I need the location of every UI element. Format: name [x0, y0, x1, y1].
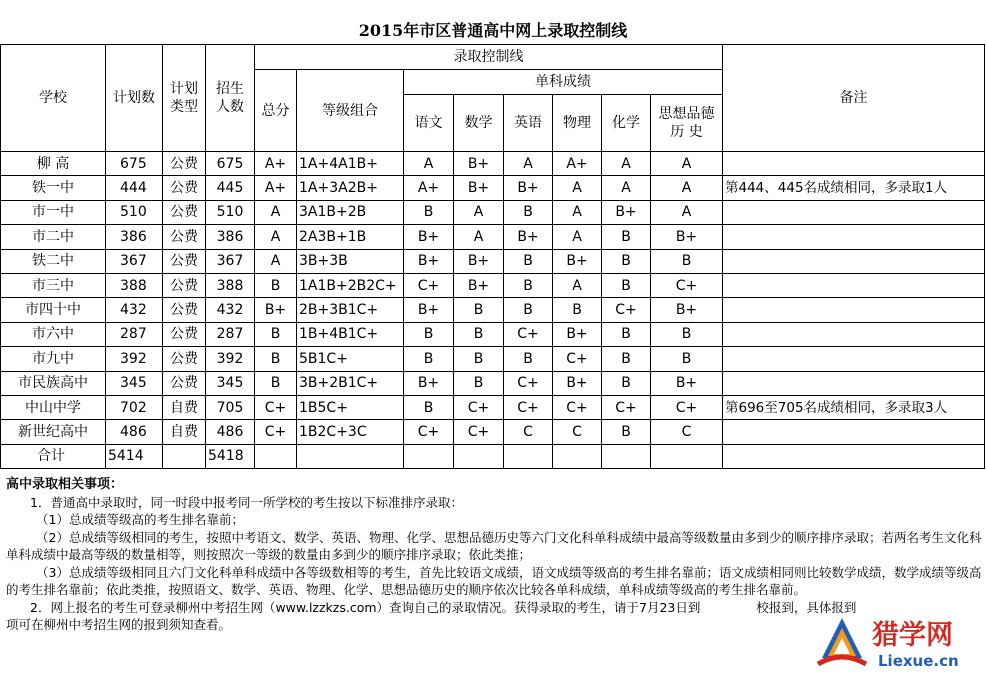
cell-plan: 345	[106, 371, 163, 395]
site-logo	[806, 610, 986, 676]
cell-total-grade: B+	[255, 298, 297, 322]
header-plan-type: 计划类型	[163, 45, 206, 152]
total-label: 合计	[1, 444, 106, 468]
cell-grade-english: C	[504, 420, 553, 444]
cell-remark: 第696至705名成绩相同，多录取3人	[723, 395, 985, 419]
cell-enroll: 486	[206, 420, 255, 444]
cell-enroll: 675	[206, 152, 255, 176]
cell-plan-type: 公费	[163, 298, 206, 322]
cell-total-grade: A+	[255, 152, 297, 176]
table-row	[1, 249, 985, 273]
cell-grade-english: B+	[504, 176, 553, 200]
cell-grade-combo: 1B5C+	[297, 395, 404, 419]
cell-grade-math: B	[454, 322, 504, 346]
note-1b: （2）总成绩等级相同的考生，按照中考语文、数学、英语、物理、化学、思想品德历史等六门文化科单科成绩中最高等级数量由多到少的顺序排序录取；若两名考生文化科单科成绩中最高等级的数量相等，则按照次一等级的数量由多到少的顺序排序录取；依此类推；	[6, 529, 982, 562]
total-cell-empty	[454, 444, 504, 468]
cell-school: 市九中	[1, 347, 106, 371]
cell-grade-moral-history: C+	[651, 273, 723, 297]
cell-grade-physics: A+	[553, 152, 602, 176]
table-row	[1, 322, 985, 346]
cell-enroll: 388	[206, 273, 255, 297]
cell-enroll: 432	[206, 298, 255, 322]
logo-cn: 猎学网	[872, 620, 953, 651]
cell-school: 铁二中	[1, 249, 106, 273]
cell-grade-math: A	[454, 225, 504, 249]
cell-grade-physics: B+	[553, 371, 602, 395]
cell-total-grade: A+	[255, 176, 297, 200]
cell-remark	[723, 347, 985, 371]
cell-grade-chemistry: B	[602, 347, 651, 371]
cell-grade-combo: 1A+4A1B+	[297, 152, 404, 176]
cell-grade-moral-history: B	[651, 322, 723, 346]
cell-grade-chemistry: B	[602, 249, 651, 273]
header-plan: 计划数	[106, 45, 163, 152]
cell-grade-moral-history: B+	[651, 298, 723, 322]
cell-grade-chinese: B+	[404, 225, 454, 249]
total-cell-empty	[651, 444, 723, 468]
cell-grade-physics: C+	[553, 347, 602, 371]
cell-plan: 392	[106, 347, 163, 371]
cell-remark	[723, 249, 985, 273]
table-row	[1, 273, 985, 297]
cell-grade-combo: 2A3B+1B	[297, 225, 404, 249]
cell-plan-type: 自费	[163, 395, 206, 419]
cell-grade-math: C+	[454, 420, 504, 444]
cell-grade-math: B	[454, 371, 504, 395]
cell-grade-chinese: C+	[404, 273, 454, 297]
cell-enroll: 345	[206, 371, 255, 395]
cell-grade-math: B+	[454, 176, 504, 200]
cell-grade-combo: 1B2C+3C	[297, 420, 404, 444]
cell-remark	[723, 298, 985, 322]
table-row	[1, 395, 985, 419]
cell-total-grade: A	[255, 225, 297, 249]
total-plan: 5414	[106, 444, 163, 468]
cell-grade-physics: C+	[553, 395, 602, 419]
liexue-logo-icon	[806, 610, 986, 676]
cell-enroll: 287	[206, 322, 255, 346]
cell-plan: 486	[106, 420, 163, 444]
note-2-text: 2．网上报名的考生可登录柳州中考招生网（www.lzzkzs.com）查询自己的录取情况。获得录取的考生，请于7月23日到	[30, 599, 701, 615]
cell-grade-chinese: B+	[404, 249, 454, 273]
cell-enroll: 392	[206, 347, 255, 371]
cell-grade-chemistry: B	[602, 225, 651, 249]
cell-grade-chemistry: A	[602, 152, 651, 176]
cell-plan: 702	[106, 395, 163, 419]
cell-grade-english: A	[504, 152, 553, 176]
cell-plan-type: 公费	[163, 176, 206, 200]
cell-enroll: 386	[206, 225, 255, 249]
cell-grade-math: B	[454, 347, 504, 371]
total-cell-empty	[504, 444, 553, 468]
note-1a: （1）总成绩等级高的考生排名靠前；	[36, 512, 244, 527]
cell-school: 市一中	[1, 200, 106, 224]
cell-school: 市六中	[1, 322, 106, 346]
cell-remark	[723, 371, 985, 395]
cell-grade-chinese: B+	[404, 371, 454, 395]
cell-enroll: 445	[206, 176, 255, 200]
cell-plan-type: 公费	[163, 249, 206, 273]
cell-remark	[723, 225, 985, 249]
cell-plan: 444	[106, 176, 163, 200]
cell-total-grade: B	[255, 371, 297, 395]
cell-grade-english: B	[504, 273, 553, 297]
header-control-line: 录取控制线	[255, 45, 723, 70]
table-row	[1, 152, 985, 176]
total-cell-empty	[602, 444, 651, 468]
total-cell-empty	[723, 444, 985, 468]
table-row	[1, 420, 985, 444]
total-enroll: 5418	[206, 444, 255, 468]
cell-grade-math: A	[454, 200, 504, 224]
cell-grade-chinese: C+	[404, 420, 454, 444]
cell-grade-chinese: A	[404, 152, 454, 176]
table-row	[1, 200, 985, 224]
cell-total-grade: B	[255, 322, 297, 346]
cell-plan: 510	[106, 200, 163, 224]
cell-total-grade: C+	[255, 395, 297, 419]
cell-grade-moral-history: B+	[651, 371, 723, 395]
cell-total-grade: A	[255, 249, 297, 273]
cell-grade-physics: B	[553, 298, 602, 322]
page-title: 2015年市区普通高中网上录取控制线	[358, 21, 628, 40]
table-row	[1, 347, 985, 371]
total-cell-empty	[255, 444, 297, 468]
cell-plan-type: 公费	[163, 225, 206, 249]
cell-school: 市民族高中	[1, 371, 106, 395]
cell-grade-math: C+	[454, 395, 504, 419]
cell-grade-combo: 2B+3B1C+	[297, 298, 404, 322]
cell-grade-combo: 3A1B+2B	[297, 200, 404, 224]
cell-grade-chemistry: B	[602, 420, 651, 444]
table-row	[1, 298, 985, 322]
cell-grade-moral-history: A	[651, 152, 723, 176]
cell-total-grade: C+	[255, 420, 297, 444]
cell-remark	[723, 322, 985, 346]
cell-grade-chemistry: B	[602, 273, 651, 297]
cell-grade-moral-history: B+	[651, 225, 723, 249]
cell-plan: 367	[106, 249, 163, 273]
cell-grade-moral-history: A	[651, 176, 723, 200]
cell-plan: 432	[106, 298, 163, 322]
cell-remark	[723, 200, 985, 224]
cell-plan-type: 公费	[163, 200, 206, 224]
cell-total-grade: B	[255, 273, 297, 297]
logo-en: Liexue.cn	[878, 652, 959, 670]
cell-grade-chinese: A+	[404, 176, 454, 200]
cell-school: 中山中学	[1, 395, 106, 419]
cell-plan-type: 公费	[163, 152, 206, 176]
header-grade-combo: 等级组合	[297, 70, 404, 152]
note-1: 1．普通高中录取时，同一时段中报考同一所学校的考生按以下标准排序录取：	[30, 494, 463, 510]
cell-plan: 287	[106, 322, 163, 346]
cell-school: 市三中	[1, 273, 106, 297]
cell-grade-english: B	[504, 200, 553, 224]
cell-grade-chemistry: B	[602, 322, 651, 346]
table-row	[1, 176, 985, 200]
total-cell-empty	[163, 444, 206, 468]
total-cell-empty	[297, 444, 404, 468]
cell-grade-english: C+	[504, 371, 553, 395]
header-enroll: 招生人数	[206, 45, 255, 152]
cell-remark: 第444、445名成绩相同，多录取1人	[723, 176, 985, 200]
header-remark: 备注	[723, 45, 985, 152]
cell-grade-math: B+	[454, 273, 504, 297]
cell-enroll: 510	[206, 200, 255, 224]
total-row	[1, 444, 985, 468]
cell-grade-chemistry: C+	[602, 298, 651, 322]
cell-grade-physics: B+	[553, 322, 602, 346]
admission-table	[0, 44, 985, 469]
cell-total-grade: B	[255, 347, 297, 371]
table-row	[1, 371, 985, 395]
cell-grade-physics: C	[553, 420, 602, 444]
cell-grade-english: B+	[504, 225, 553, 249]
header-school: 学校	[1, 45, 106, 152]
header-subject-chinese: 语文	[404, 95, 454, 152]
cell-school: 铁一中	[1, 176, 106, 200]
cell-grade-moral-history: C	[651, 420, 723, 444]
cell-grade-chinese: B+	[404, 298, 454, 322]
cell-school: 柳 高	[1, 152, 106, 176]
cell-grade-chinese: B	[404, 322, 454, 346]
cell-grade-chinese: B	[404, 395, 454, 419]
cell-grade-physics: B+	[553, 249, 602, 273]
cell-plan: 386	[106, 225, 163, 249]
cell-grade-moral-history: A	[651, 200, 723, 224]
header-single-subject: 单科成绩	[404, 70, 723, 95]
note-1c: （3）总成绩等级相同且六门文化科单科成绩中各等级数相等的考生，首先比较语文成绩，语文成绩等级高的考生排名靠前；语文成绩相同则比较数学成绩，数学成绩等级高的考生排名靠前；依此类推，按照语文、数学、英语、物理、化学、思想品德历史的顺序依次比较各单科成绩，单科成绩等级高的考生排名靠前。	[6, 564, 982, 597]
header-subject-english: 英语	[504, 95, 553, 152]
cell-grade-chemistry: C+	[602, 395, 651, 419]
cell-grade-english: B	[504, 249, 553, 273]
cell-plan-type: 公费	[163, 347, 206, 371]
cell-grade-chemistry: B+	[602, 200, 651, 224]
cell-plan-type: 公费	[163, 371, 206, 395]
note-2-tail: 校报到，具体报到	[756, 599, 857, 615]
cell-remark	[723, 152, 985, 176]
cell-grade-english: B	[504, 298, 553, 322]
cell-grade-chemistry: A	[602, 176, 651, 200]
cell-grade-chinese: B	[404, 347, 454, 371]
cell-grade-chinese: B	[404, 200, 454, 224]
cell-remark	[723, 273, 985, 297]
cell-grade-combo: 1A1B+2B2C+	[297, 273, 404, 297]
cell-grade-chemistry: B	[602, 371, 651, 395]
total-cell-empty	[404, 444, 454, 468]
total-cell-empty	[553, 444, 602, 468]
cell-grade-math: B+	[454, 249, 504, 273]
cell-grade-physics: A	[553, 176, 602, 200]
cell-grade-moral-history: B	[651, 347, 723, 371]
cell-plan: 675	[106, 152, 163, 176]
cell-school: 新世纪高中	[1, 420, 106, 444]
cell-grade-english: C+	[504, 395, 553, 419]
cell-grade-english: C+	[504, 322, 553, 346]
cell-grade-moral-history: B	[651, 249, 723, 273]
cell-grade-physics: A	[553, 225, 602, 249]
header-subject-moral-history: 思想品德历 史	[651, 95, 723, 152]
cell-school: 市四十中	[1, 298, 106, 322]
header-subject-chemistry: 化学	[602, 95, 651, 152]
note-2b: 项可在柳州中考招生网的报到须知查看。	[6, 617, 232, 632]
cell-grade-combo: 1B+4B1C+	[297, 322, 404, 346]
cell-plan-type: 公费	[163, 273, 206, 297]
cell-plan: 388	[106, 273, 163, 297]
header-total: 总分	[255, 70, 297, 152]
cell-grade-moral-history: C+	[651, 395, 723, 419]
table-row	[1, 225, 985, 249]
cell-grade-physics: A	[553, 200, 602, 224]
cell-grade-combo: 5B1C+	[297, 347, 404, 371]
cell-grade-combo: 3B+2B1C+	[297, 371, 404, 395]
cell-remark	[723, 420, 985, 444]
cell-total-grade: A	[255, 200, 297, 224]
cell-plan-type: 自费	[163, 420, 206, 444]
header-subject-physics: 物理	[553, 95, 602, 152]
header-subject-math: 数学	[454, 95, 504, 152]
notes-heading: 高中录取相关事项：	[6, 477, 124, 492]
cell-enroll: 705	[206, 395, 255, 419]
cell-school: 市二中	[1, 225, 106, 249]
cell-grade-combo: 1A+3A2B+	[297, 176, 404, 200]
cell-grade-math: B+	[454, 152, 504, 176]
cell-grade-math: B	[454, 298, 504, 322]
cell-grade-english: B	[504, 347, 553, 371]
cell-plan-type: 公费	[163, 322, 206, 346]
cell-enroll: 367	[206, 249, 255, 273]
cell-grade-physics: A	[553, 273, 602, 297]
cell-grade-combo: 3B+3B	[297, 249, 404, 273]
